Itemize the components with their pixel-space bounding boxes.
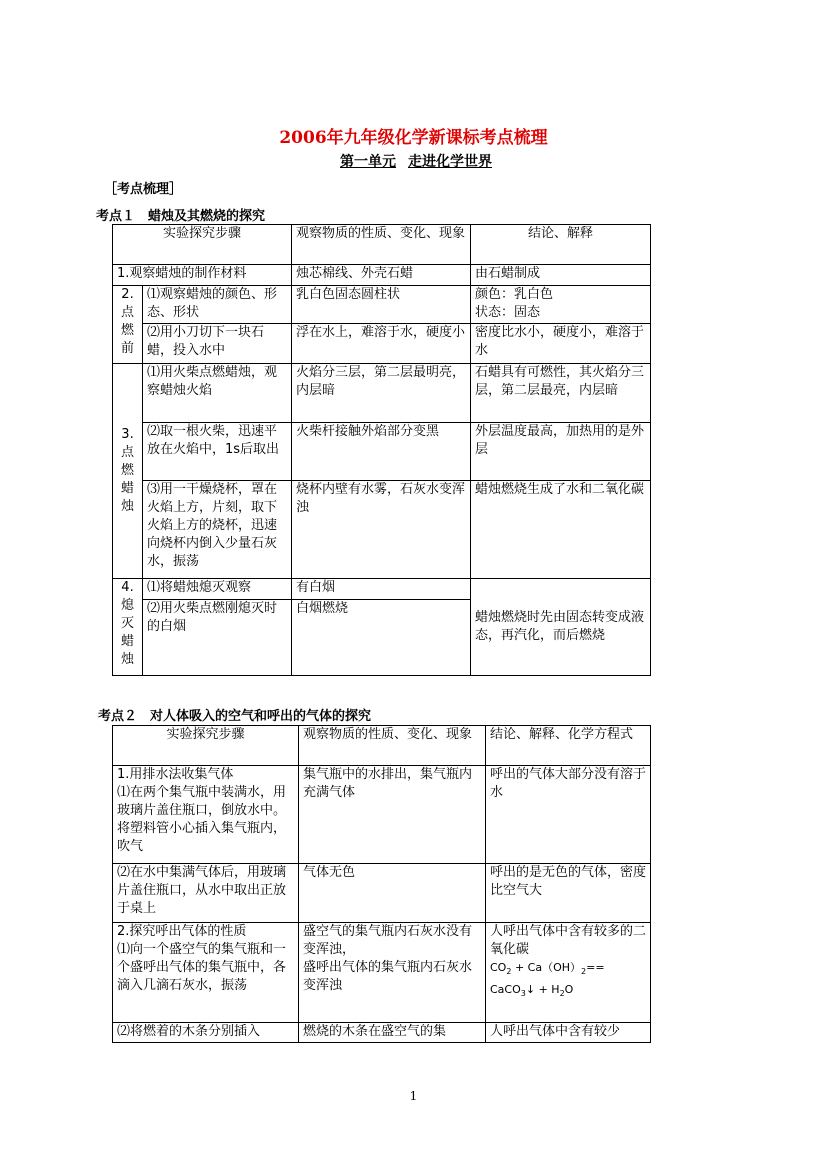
step-cell: ⑴将蜡烛熄灭观察: [143, 579, 292, 600]
table-header-row: [113, 726, 651, 766]
observation-cell: 有白烟: [292, 579, 471, 600]
step-cell: ⑴用火柴点燃蜡烛，观察蜡烛火焰: [143, 364, 292, 423]
header-cell: 实验探究步骤: [113, 726, 299, 766]
topic2-table: [112, 725, 651, 1043]
observation-cell: 火焰分三层，第二层最明亮，内层暗: [292, 364, 471, 423]
conclusion-cell: 人呼出气体中含有较少: [486, 1023, 651, 1043]
step-line: 2.探究呼出气体的性质: [117, 924, 247, 939]
eq-part: ↓ + H: [525, 983, 560, 997]
step-cell: ⑶用一干燥烧杯，罩在火焰上方，片刻，取下火焰上方的烧杯，迅速向烧杯内倒入少量石灰水，振荡: [143, 481, 292, 579]
step-cell: ⑵将燃着的木条分别插入: [113, 1023, 299, 1043]
eq-sub: 3: [520, 989, 526, 999]
unit-heading: [340, 151, 492, 171]
document-title: 2006年九年级化学新课标考点梳理: [279, 128, 548, 148]
conclusion-line: 状态：固态: [475, 305, 541, 320]
conclusion-cell: 呼出的气体大部分没有溶于水: [486, 766, 651, 864]
observation-cell: 火柴杆接触外焰部分变黑: [292, 423, 471, 481]
header-cell: 结论、解释、化学方程式: [486, 726, 651, 766]
group-label: 2.点燃前: [113, 286, 143, 364]
step-cell: [113, 923, 299, 1023]
conclusion-cell: 石蜡具有可燃性，其火焰分三层，第二层最亮，内层暗: [471, 364, 651, 423]
conclusion-cell: 蜡烛燃烧时先由固态转变成液态，再汽化，而后燃烧: [471, 579, 651, 676]
group-label: 4.熄灭蜡烛: [113, 579, 143, 676]
chemical-equation: [490, 959, 646, 981]
section-label: ［考点梳理］: [104, 182, 183, 197]
topic1-heading: [96, 205, 265, 224]
observation-cell: 集气瓶中的水排出，集气瓶内充满气体: [299, 766, 486, 864]
step-line: ⑴向一个盛空气的集气瓶和一个盛呼出气体的集气瓶中，各滴入几滴石灰水，振荡: [117, 942, 287, 993]
unit-name: 走进化学世界: [408, 154, 492, 170]
observation-line: 盛空气的集气瓶内石灰水没有变浑浊，: [303, 924, 473, 957]
table-row: [113, 364, 651, 423]
observation-cell: 浮在水上，难溶于水，硬度小: [292, 324, 471, 364]
observation-cell: 白烟燃烧: [292, 600, 471, 676]
table-header-row: [113, 225, 651, 265]
step-cell: ⑵在水中集满气体后，用玻璃片盖住瓶口，从水中取出正放于桌上: [113, 864, 299, 923]
observation-cell: 乳白色固态圆柱状: [292, 286, 471, 324]
observation-line: 盛呼出气体的集气瓶内石灰水变浑浊: [303, 960, 473, 993]
table-row: [113, 481, 651, 579]
topic2-heading: [98, 705, 371, 724]
eq-part: CO: [490, 961, 507, 974]
table-row: [113, 1023, 651, 1043]
unit-number: 第一单元: [340, 154, 396, 170]
table-row: [113, 324, 651, 364]
eq-sub: 2: [559, 989, 565, 999]
table-row: [113, 286, 651, 324]
topic1-table: [112, 224, 651, 676]
eq-part: + Ca（OH）: [514, 961, 582, 974]
conclusion-cell: 外层温度最高，加热用的是外层: [471, 423, 651, 481]
conclusion-cell: 蜡烛燃烧生成了水和二氧化碳: [471, 481, 651, 579]
chemical-equation-line2: [490, 981, 646, 1003]
group-label: 3.点燃蜡烛: [113, 364, 143, 579]
observation-cell: 气体无色: [299, 864, 486, 923]
table-row: [113, 423, 651, 481]
eq-part: ==: [586, 961, 605, 974]
conclusion-cell: [486, 923, 651, 1023]
table-row: [113, 864, 651, 923]
topic1-title: 蜡烛及其燃烧的探究: [148, 209, 266, 224]
table-row: [113, 766, 651, 864]
observation-cell: 燃烧的木条在盛空气的集: [299, 1023, 486, 1043]
conclusion-cell: 密度比水小，硬度小，难溶于水: [471, 324, 651, 364]
step-cell: ⑵取一根火柴，迅速平放在火焰中，1s后取出: [143, 423, 292, 481]
conclusion-cell: 由石蜡制成: [471, 265, 651, 286]
step-cell: ⑵用火柴点燃刚熄灭时的白烟: [143, 600, 292, 676]
conclusion-line: 颜色：乳白色: [475, 287, 554, 302]
header-cell: 结论、解释: [471, 225, 651, 265]
conclusion-line: 人呼出气体中含有较多的二氧化碳: [490, 924, 647, 957]
eq-part: CaCO: [490, 983, 521, 997]
observation-cell: [299, 923, 486, 1023]
table-row: [113, 265, 651, 286]
eq-sub: 2: [506, 967, 512, 977]
eq-sub: 2: [581, 967, 587, 977]
topic2-number: 考点２: [98, 709, 138, 724]
step-cell: ⑵用小刀切下一块石蜡，投入水中: [143, 324, 292, 364]
conclusion-cell: [471, 286, 651, 324]
observation-cell: 烧杯内壁有水雾，石灰水变浑浊: [292, 481, 471, 579]
step-cell: [113, 766, 299, 864]
table-row: [113, 923, 651, 1023]
page-number: 1: [409, 1089, 418, 1103]
eq-part: O: [564, 983, 574, 997]
step-cell: 1.观察蜡烛的制作材料: [113, 265, 292, 286]
table-row: [113, 579, 651, 600]
observation-cell: 烛芯棉线、外壳石蜡: [292, 265, 471, 286]
topic1-number: 考点１: [96, 209, 136, 224]
step-line: 1.用排水法收集气体: [117, 767, 234, 782]
step-cell: ⑴观察蜡烛的颜色、形态、形状: [143, 286, 292, 324]
step-line: ⑴在两个集气瓶中装满水，用玻璃片盖住瓶口，倒放水中。将塑料管小心插入集气瓶内，吹气: [117, 785, 287, 854]
header-cell: 观察物质的性质、变化、现象: [299, 726, 486, 766]
header-cell: 观察物质的性质、变化、现象: [292, 225, 471, 265]
conclusion-cell: 呼出的是无色的气体，密度比空气大: [486, 864, 651, 923]
topic2-title: 对人体吸入的空气和呼出的气体的探究: [150, 709, 372, 724]
header-cell: 实验探究步骤: [113, 225, 292, 265]
